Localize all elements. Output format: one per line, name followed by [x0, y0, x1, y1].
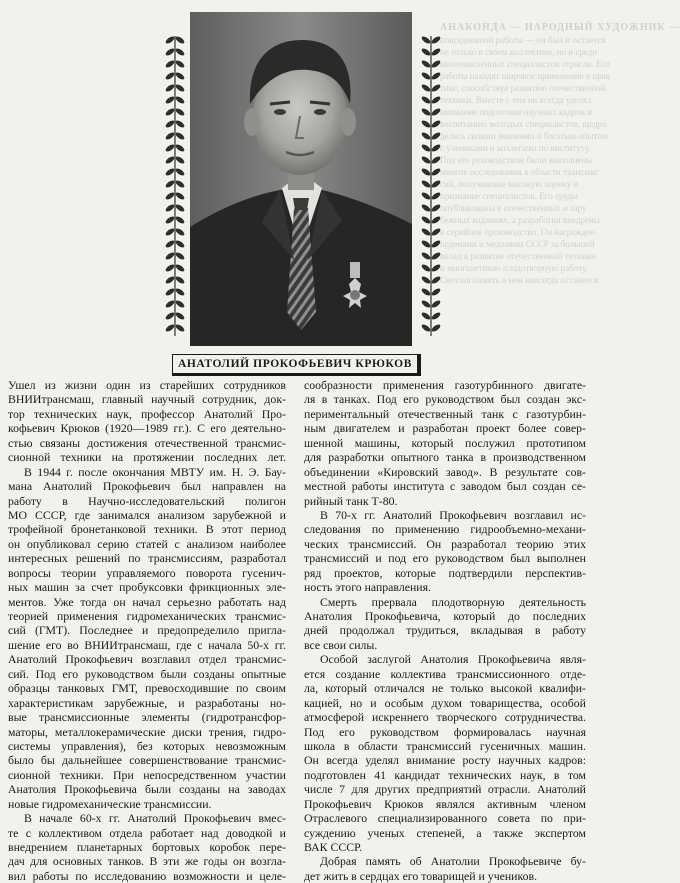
laurel-leaf — [421, 83, 432, 93]
bleed-through-line: не только в своем коллективе, но и среди — [440, 47, 598, 57]
article-line: школа в области трансмиссий гусеничных машин. — [304, 738, 586, 753]
laurel-leaf — [421, 119, 432, 129]
laurel-leaf — [421, 227, 432, 237]
laurel-leaf — [165, 83, 176, 93]
article-line: характеристикам зарубежные, и разработаны но- — [8, 695, 286, 710]
article-line: Он всегда уделял внимание росту научных кадров: — [304, 753, 586, 768]
article-line: ментов. Уже тогда он начал серьезно работать над — [8, 594, 286, 609]
laurel-leaf — [175, 251, 186, 261]
bleed-through-line: бежных изданиях, а разработки внедрены — [440, 215, 600, 225]
bleed-through-line: воспитанию молодых специалистов, щедро — [440, 119, 607, 129]
laurel-leaf — [421, 71, 432, 81]
laurel-leaf — [175, 47, 186, 57]
article-line: Отраслевого специализированного совета по при- — [304, 811, 586, 826]
article-line: системы управления), без которых невозможным — [8, 738, 286, 753]
laurel-leaf — [421, 143, 432, 153]
laurel-leaf — [175, 155, 186, 165]
laurel-leaf — [175, 95, 186, 105]
laurel-leaf — [421, 155, 432, 165]
laurel-leaf — [431, 251, 442, 261]
laurel-leaf — [165, 179, 176, 189]
laurel-leaf — [421, 107, 432, 117]
bleed-through-line: сий, получившие высокую оценку и — [440, 179, 579, 189]
article-line: сообразности применения газотурбинного двигате- — [304, 378, 586, 392]
laurel-leaf — [175, 275, 186, 285]
laurel-leaf — [421, 35, 432, 45]
laurel-leaf — [175, 35, 186, 45]
article-line: сионной техники на протяжении последних лет. — [8, 450, 286, 465]
article-line: Смерть прервала плодотворную деятельность — [320, 594, 586, 609]
article-line: шение его во ВНИИтрансмаш, где с начала 50-х гг. — [8, 637, 286, 652]
article-line: ных машин за счет пробуксовки фрикционных эле- — [8, 580, 286, 595]
laurel-leaf — [165, 227, 176, 237]
laurel-leaf — [431, 35, 442, 45]
laurel-leaf — [165, 59, 176, 69]
laurel-leaf — [431, 179, 442, 189]
laurel-leaf — [175, 263, 186, 273]
article-line: трансмиссий и под его руководством был выполнен — [304, 551, 586, 566]
laurel-leaf — [175, 287, 186, 297]
laurel-leaf — [431, 143, 442, 153]
laurel-leaf — [175, 71, 186, 81]
article-left-column — [8, 378, 286, 883]
bleed-through-line: многочисленных специалистов отрасли. Его — [440, 59, 610, 69]
article-line: вил работы по исследованию возможности и целе- — [8, 868, 286, 883]
article-line: объединении «Кировский завод». В результате сов- — [304, 464, 586, 479]
bleed-through-line: орденами и медалями СССР за большой — [440, 239, 595, 249]
laurel-leaf — [431, 71, 442, 81]
article-line: все свои силы. — [304, 637, 378, 652]
laurel-leaf — [175, 131, 186, 141]
article-line: ля в танках. Под его руководством был создан экс- — [304, 392, 586, 407]
laurel-leaf — [421, 251, 432, 261]
laurel-leaf — [165, 215, 176, 225]
article-line: ность этого направления. — [304, 580, 431, 595]
laurel-leaf — [175, 299, 186, 309]
bleed-through-line: тике, способствуя развитию отечественной — [440, 83, 606, 93]
laurel-leaf — [421, 323, 432, 333]
laurel-leaf — [165, 35, 176, 45]
laurel-leaf — [175, 167, 186, 177]
article-line: Анатолий Прокофьевич возглавил отдел трансмис- — [8, 652, 286, 667]
bleed-through-line: техники. Вместе с тем он всегда уделял — [440, 95, 592, 105]
laurel-leaf — [421, 179, 432, 189]
laurel-leaf — [421, 203, 432, 213]
laurel-right-ornament — [420, 36, 442, 336]
laurel-leaf — [431, 203, 442, 213]
laurel-leaf — [431, 227, 442, 237]
bleed-through-heading: АНАКОНДА — НАРОДНЫЙ ХУДОЖНИК — — [440, 22, 680, 33]
laurel-leaf — [175, 179, 186, 189]
article-line: мана Анатолий Прокофьевич был направлен на — [8, 479, 286, 494]
article-line: ВНИИтрансмаш, главный научный сотрудник, док- — [8, 392, 286, 407]
laurel-leaf — [421, 311, 432, 321]
article-line: шенной машины, который послужил прототипом — [304, 435, 586, 450]
laurel-left-ornament — [164, 36, 186, 336]
article-line: Анатолия Прокофьевича, который до последних — [304, 609, 586, 623]
article-line: тор технических наук, профессор Анатолий Про- — [8, 406, 286, 421]
laurel-leaf — [175, 191, 186, 201]
bleed-through-line: внимание подготовке научных кадров и — [440, 107, 592, 117]
article-line: атмосферой искреннего творческого сотрудничества. — [304, 710, 586, 725]
article-line: интересных решений по трансмиссиям, разработал — [8, 551, 286, 566]
article-line: числе 7 для других предприятий отрасли. Анатолий — [304, 782, 586, 797]
laurel-leaf — [175, 323, 186, 333]
article-line: маторы, металлокерамические диски трения, гидро- — [8, 724, 286, 739]
article-line: Под его руководством формировалась научная — [304, 724, 586, 739]
article-line: новые гидромеханические трансмиссии. — [8, 796, 212, 811]
article-line: дней продолжал трудиться, вкладывая в работу — [304, 623, 586, 638]
laurel-leaf — [165, 155, 176, 165]
name-banner: АНАТОЛИЙ ПРОКОФЬЕВИЧ КРЮКОВ — [172, 354, 421, 376]
laurel-leaf — [165, 251, 176, 261]
laurel-leaf — [421, 131, 432, 141]
laurel-leaf — [421, 287, 432, 297]
laurel-leaf — [175, 203, 186, 213]
article-line: кацией, но и особым духом товарищества, особой — [304, 695, 586, 710]
bleed-through-line: повседневной работы — он был и остается — [440, 35, 606, 45]
laurel-leaf — [431, 191, 442, 201]
laurel-leaf — [431, 107, 442, 117]
article-line: суждению ученых степеней, а также экспертом — [304, 825, 586, 840]
laurel-leaf — [431, 95, 442, 105]
bleed-through-line: и многолетнюю плодотворную работу. — [440, 263, 588, 273]
laurel-leaf — [175, 215, 186, 225]
laurel-leaf — [165, 131, 176, 141]
bleed-through-line: вклад в развитие отечественной техники — [440, 251, 596, 261]
laurel-leaf — [431, 119, 442, 129]
laurel-leaf — [175, 311, 186, 321]
laurel-leaf — [431, 215, 442, 225]
laurel-leaf — [431, 155, 442, 165]
laurel-leaf — [175, 227, 186, 237]
article-line: дач для основных танков. В эти же годы он возгла- — [8, 854, 286, 869]
laurel-leaf — [431, 47, 442, 57]
laurel-leaf — [421, 95, 432, 105]
article-right-column — [304, 378, 586, 883]
laurel-leaf — [431, 311, 442, 321]
article-line: образцы танковых ГМТ, превосходившие по своим — [8, 681, 286, 696]
article-line: Ушел из жизни один из старейших сотрудников — [8, 378, 286, 392]
laurel-leaf — [421, 263, 432, 273]
article-line: кофьевич Крюков (1920—1989 гг.). С его деятельно- — [8, 421, 286, 436]
laurel-leaf — [421, 299, 432, 309]
bleed-through-line: признание специалистов. Его труды — [440, 191, 578, 201]
laurel-leaf — [421, 275, 432, 285]
laurel-leaf — [165, 275, 176, 285]
article-line: дет жить в сердцах его товарищей и учеников. — [304, 868, 538, 883]
article-line: ческих трансмиссий. Он разработал теорию этих — [304, 536, 586, 551]
bleed-through-line: опубликованы в отечественных и зару — [440, 203, 587, 213]
laurel-leaf — [175, 83, 186, 93]
bleed-through-line: делясь своими знаниями и богатым опытом — [440, 131, 608, 141]
article-line: стью связаны достижения отечественной трансмис- — [8, 435, 286, 450]
laurel-leaf — [165, 287, 176, 297]
laurel-leaf — [165, 119, 176, 129]
bleed-through-line: многие исследования в области трансмис — [440, 167, 599, 177]
laurel-leaf — [431, 59, 442, 69]
article-line: ла, который отличался не только высокой квалифи- — [304, 681, 586, 696]
laurel-leaf — [421, 59, 432, 69]
laurel-leaf — [431, 167, 442, 177]
laurel-leaf — [421, 239, 432, 249]
article-line: вые трансмиссионные элементы (гидротрансфор- — [8, 710, 286, 725]
laurel-leaf — [431, 263, 442, 273]
laurel-leaf — [165, 107, 176, 117]
article-line: ряд проектов, которые подтвердили перспектив- — [304, 565, 586, 580]
laurel-leaf — [165, 299, 176, 309]
laurel-leaf — [431, 323, 442, 333]
article-line: местной работы института с заводом был создан се- — [304, 479, 586, 494]
article-line: Анатолия Прокофьевича были созданы на заводах — [8, 782, 286, 797]
laurel-leaf — [431, 299, 442, 309]
laurel-leaf — [165, 239, 176, 249]
article-line: В 1944 г. после окончания МВТУ им. Н. Э. Бау- — [24, 464, 286, 479]
article-line: было бы дальнейшее совершенствование трансмис- — [8, 753, 286, 768]
article-line: те с коллективом отдела работает над доводкой и — [8, 825, 286, 840]
laurel-leaf — [431, 83, 442, 93]
laurel-leaf — [175, 143, 186, 153]
laurel-leaf — [175, 59, 186, 69]
bleed-through-line: Под его руководством были выполнены — [440, 155, 593, 165]
article-line: следования по применению гидрообъемно-механи- — [304, 522, 586, 537]
article-line: ным двигателем и разработан проект более совер- — [304, 421, 586, 436]
laurel-leaf — [165, 263, 176, 273]
laurel-leaf — [165, 191, 176, 201]
article-line: для разработки опытного танка в производственном — [304, 450, 586, 465]
article-line: МО СССР, где занимался анализом зарубежной и — [8, 507, 286, 522]
bleed-through-line: Светлая память о нем навсегда останется — [440, 275, 599, 285]
laurel-leaf — [421, 215, 432, 225]
article-line: он опубликовал серию статей с анализом наиболее — [8, 536, 286, 551]
article-line: В начале 60-х гг. Анатолий Прокофьевич вмес- — [24, 811, 286, 826]
article-line: работу в Научно-исследовательский полигон — [8, 493, 286, 508]
bleed-through-line: с учениками и коллегами по институту. — [440, 143, 591, 153]
article-line: вопросы теории управляемого поворота гусенич- — [8, 565, 286, 580]
bleed-through-line: в серийное производство. Он награжден — [440, 227, 595, 237]
article-line: рийный танк Т-80. — [304, 493, 398, 508]
article-line: теорией применения гидромеханических трансмис- — [8, 609, 286, 623]
article-line: сий (ГМТ). Последнее и предопределило пригла- — [8, 623, 286, 638]
laurel-leaf — [421, 191, 432, 201]
article-line: трофейной бронетанковой техники. В этот период — [8, 522, 286, 537]
laurel-leaf — [431, 275, 442, 285]
article-line: В 70-х гг. Анатолий Прокофьевич возглавил ис- — [320, 507, 586, 522]
article-line: периментальный отечественный танк с газотурбин- — [304, 406, 586, 421]
laurel-leaf — [165, 203, 176, 213]
laurel-leaf — [165, 95, 176, 105]
laurel-leaf — [175, 239, 186, 249]
article-line: внедрением планетарных бортовых коробок пере- — [8, 840, 286, 854]
laurel-leaf — [165, 47, 176, 57]
article-line: ется создание коллектива трансмиссионного отде- — [304, 666, 586, 681]
laurel-leaf — [431, 287, 442, 297]
article-line: сий. Под его руководством были созданы опытные — [8, 666, 286, 681]
laurel-leaf — [421, 47, 432, 57]
article-line: подготовлен 41 кандидат технических наук, в том — [304, 767, 586, 782]
laurel-leaf — [165, 143, 176, 153]
laurel-leaf — [431, 131, 442, 141]
laurel-leaf — [421, 167, 432, 177]
laurel-leaf — [431, 239, 442, 249]
bleed-through-lines — [440, 34, 611, 285]
article-line: Прокофьевич Крюков являлся активным членом — [304, 796, 586, 811]
article-line: Добрая память об Анатолии Прокофьевиче бу- — [320, 854, 586, 869]
article-line: ВАК СССР. — [304, 840, 363, 854]
laurel-leaf — [165, 71, 176, 81]
article-line: Особой заслугой Анатолия Прокофьевича явля- — [320, 652, 586, 667]
laurel-leaf — [175, 119, 186, 129]
laurel-leaf — [165, 323, 176, 333]
bleed-through-text — [440, 22, 680, 322]
laurel-leaf — [165, 311, 176, 321]
article-line: сионной техники. При непосредственном участии — [8, 767, 286, 782]
bleed-through-line: работы находят широкое применение в прак — [440, 71, 611, 81]
laurel-leaf — [175, 107, 186, 117]
portrait-photo — [190, 12, 412, 346]
laurel-leaf — [165, 167, 176, 177]
